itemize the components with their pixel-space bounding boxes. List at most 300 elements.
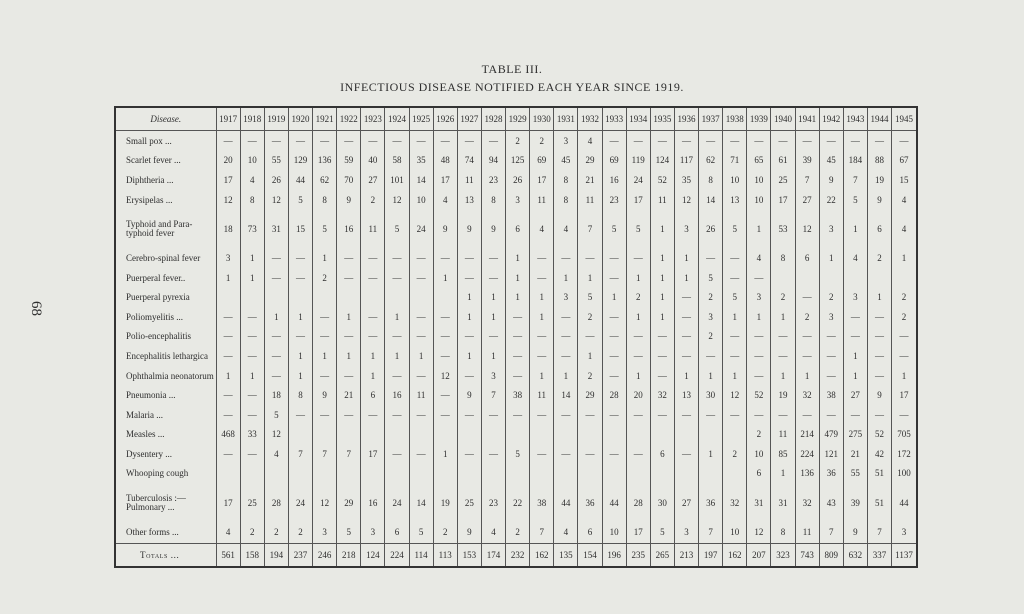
- count-cell: 1: [650, 269, 674, 289]
- count-cell: 3: [481, 366, 505, 386]
- count-cell: —: [867, 366, 891, 386]
- count-cell: —: [506, 366, 530, 386]
- count-cell: —: [337, 327, 361, 347]
- count-cell: 1: [288, 347, 312, 367]
- disease-name: Other forms ...: [126, 527, 179, 538]
- count-cell: 40: [361, 151, 385, 171]
- table-row: [116, 190, 916, 210]
- count-cell: 9: [457, 523, 481, 544]
- count-cell: 32: [723, 484, 747, 523]
- count-cell: 3: [819, 210, 843, 249]
- count-cell: —: [602, 249, 626, 269]
- count-cell: 7: [313, 445, 337, 465]
- count-cell: —: [819, 366, 843, 386]
- count-cell: 2: [892, 288, 917, 308]
- table-row: [116, 269, 916, 289]
- count-cell: 32: [795, 484, 819, 523]
- count-cell: —: [433, 405, 457, 425]
- year-header: 1939: [747, 108, 771, 131]
- count-cell: 6: [747, 464, 771, 484]
- count-cell: —: [771, 405, 795, 425]
- count-cell: —: [819, 405, 843, 425]
- count-cell: 39: [795, 151, 819, 171]
- count-cell: 23: [602, 190, 626, 210]
- count-cell: —: [457, 327, 481, 347]
- count-cell: 1: [457, 288, 481, 308]
- count-cell: 1: [433, 445, 457, 465]
- count-cell: 14: [554, 386, 578, 406]
- count-cell: 3: [892, 523, 917, 544]
- count-cell: —: [433, 327, 457, 347]
- total-cell: 162: [530, 544, 554, 567]
- count-cell: 11: [771, 425, 795, 445]
- count-cell: 7: [337, 445, 361, 465]
- count-cell: 27: [674, 484, 698, 523]
- count-cell: 26: [506, 171, 530, 191]
- count-cell: —: [892, 131, 917, 152]
- count-cell: 7: [843, 171, 867, 191]
- totals-row: [116, 544, 916, 567]
- count-cell: 1: [771, 366, 795, 386]
- count-cell: —: [650, 327, 674, 347]
- count-cell: 1: [578, 347, 602, 367]
- count-cell: —: [409, 269, 433, 289]
- count-cell: 30: [699, 386, 723, 406]
- count-cell: 43: [819, 484, 843, 523]
- count-cell: —: [313, 366, 337, 386]
- count-cell: —: [506, 327, 530, 347]
- count-cell: 6: [385, 523, 409, 544]
- count-cell: 5: [337, 523, 361, 544]
- count-cell: —: [264, 327, 288, 347]
- count-cell: —: [674, 445, 698, 465]
- count-cell: 1: [530, 366, 554, 386]
- count-cell: 1: [650, 308, 674, 328]
- count-cell: —: [457, 249, 481, 269]
- count-cell: 5: [409, 523, 433, 544]
- count-cell: 8: [288, 386, 312, 406]
- count-cell: —: [313, 308, 337, 328]
- count-cell: —: [723, 131, 747, 152]
- count-cell: 17: [361, 445, 385, 465]
- count-cell: 1: [626, 269, 650, 289]
- count-cell: 11: [530, 190, 554, 210]
- count-cell: —: [795, 288, 819, 308]
- count-cell: [699, 464, 723, 484]
- count-cell: 11: [795, 523, 819, 544]
- count-cell: 42: [867, 445, 891, 465]
- count-cell: 51: [867, 464, 891, 484]
- table-row: [116, 151, 916, 171]
- count-cell: 59: [337, 151, 361, 171]
- count-cell: 100: [892, 464, 917, 484]
- count-cell: —: [313, 327, 337, 347]
- count-cell: —: [867, 308, 891, 328]
- count-cell: 30: [650, 484, 674, 523]
- count-cell: [361, 425, 385, 445]
- count-cell: —: [385, 327, 409, 347]
- count-cell: 7: [481, 386, 505, 406]
- count-cell: 12: [674, 190, 698, 210]
- count-cell: 28: [264, 484, 288, 523]
- count-cell: —: [819, 131, 843, 152]
- count-cell: 9: [313, 386, 337, 406]
- count-cell: [771, 269, 795, 289]
- count-cell: —: [409, 308, 433, 328]
- count-cell: 7: [530, 523, 554, 544]
- count-cell: 12: [216, 190, 240, 210]
- count-cell: —: [361, 308, 385, 328]
- count-cell: 52: [650, 171, 674, 191]
- count-cell: 9: [867, 190, 891, 210]
- count-cell: —: [337, 366, 361, 386]
- count-cell: 27: [843, 386, 867, 406]
- count-cell: 6: [361, 386, 385, 406]
- table-row: [116, 131, 916, 152]
- count-cell: 1: [554, 366, 578, 386]
- disease-name: Erysipelas ...: [126, 194, 173, 205]
- count-cell: [723, 425, 747, 445]
- count-cell: 55: [264, 151, 288, 171]
- count-cell: —: [554, 308, 578, 328]
- count-cell: —: [626, 445, 650, 465]
- year-header: 1923: [361, 108, 385, 131]
- count-cell: —: [385, 445, 409, 465]
- count-cell: 2: [578, 366, 602, 386]
- count-cell: 36: [819, 464, 843, 484]
- count-cell: [626, 464, 650, 484]
- count-cell: 129: [288, 151, 312, 171]
- count-cell: 6: [867, 210, 891, 249]
- disease-name: Pneumonia ...: [126, 390, 176, 401]
- count-cell: 4: [554, 523, 578, 544]
- count-cell: 35: [409, 151, 433, 171]
- count-cell: 12: [264, 425, 288, 445]
- count-cell: 14: [409, 484, 433, 523]
- count-cell: 38: [819, 386, 843, 406]
- total-cell: 174: [481, 544, 505, 567]
- year-header: 1918: [240, 108, 264, 131]
- count-cell: 94: [481, 151, 505, 171]
- count-cell: 3: [699, 308, 723, 328]
- header-row: [116, 108, 916, 131]
- count-cell: —: [602, 308, 626, 328]
- count-cell: 45: [819, 151, 843, 171]
- count-cell: 9: [843, 523, 867, 544]
- count-cell: 3: [554, 288, 578, 308]
- count-cell: [650, 425, 674, 445]
- count-cell: 1: [674, 366, 698, 386]
- count-cell: 1: [457, 347, 481, 367]
- count-cell: 10: [723, 171, 747, 191]
- count-cell: 2: [506, 523, 530, 544]
- count-cell: —: [867, 131, 891, 152]
- count-cell: 5: [650, 523, 674, 544]
- count-cell: 121: [819, 445, 843, 465]
- count-cell: —: [506, 405, 530, 425]
- count-cell: 125: [506, 151, 530, 171]
- count-cell: 26: [699, 210, 723, 249]
- count-cell: [409, 464, 433, 484]
- count-cell: 3: [554, 131, 578, 152]
- count-cell: —: [409, 327, 433, 347]
- count-cell: —: [481, 131, 505, 152]
- count-cell: 19: [867, 171, 891, 191]
- count-cell: 27: [795, 190, 819, 210]
- total-cell: 561: [216, 544, 240, 567]
- count-cell: 12: [747, 523, 771, 544]
- count-cell: 7: [819, 523, 843, 544]
- count-cell: —: [723, 405, 747, 425]
- count-cell: 6: [795, 249, 819, 269]
- count-cell: [313, 288, 337, 308]
- year-header: 1921: [313, 108, 337, 131]
- count-cell: 1: [240, 366, 264, 386]
- count-cell: 1: [409, 347, 433, 367]
- count-cell: 16: [361, 484, 385, 523]
- disease-name: Typhoid and Para-typhoid fever: [126, 219, 193, 239]
- count-cell: 5: [602, 210, 626, 249]
- count-cell: [554, 464, 578, 484]
- count-cell: 8: [240, 190, 264, 210]
- count-cell: —: [216, 327, 240, 347]
- total-cell: 337: [867, 544, 891, 567]
- count-cell: —: [337, 405, 361, 425]
- year-header: 1925: [409, 108, 433, 131]
- count-cell: 8: [554, 171, 578, 191]
- count-cell: —: [409, 249, 433, 269]
- count-cell: —: [650, 131, 674, 152]
- count-cell: —: [506, 308, 530, 328]
- count-cell: —: [771, 327, 795, 347]
- count-cell: 21: [337, 386, 361, 406]
- count-cell: —: [699, 249, 723, 269]
- disease-table-frame: [114, 106, 918, 568]
- count-cell: [361, 464, 385, 484]
- count-cell: —: [867, 405, 891, 425]
- count-cell: —: [554, 347, 578, 367]
- total-cell: 632: [843, 544, 867, 567]
- count-cell: 1: [264, 308, 288, 328]
- count-cell: [313, 425, 337, 445]
- count-cell: 2: [530, 131, 554, 152]
- count-cell: 1: [506, 269, 530, 289]
- count-cell: 2: [699, 327, 723, 347]
- disease-name: Measles ...: [126, 429, 165, 440]
- count-cell: 172: [892, 445, 917, 465]
- count-cell: 5: [626, 210, 650, 249]
- count-cell: 62: [699, 151, 723, 171]
- count-cell: —: [771, 131, 795, 152]
- count-cell: —: [747, 327, 771, 347]
- count-cell: 4: [747, 249, 771, 269]
- count-cell: [554, 425, 578, 445]
- count-cell: —: [530, 445, 554, 465]
- count-cell: 6: [650, 445, 674, 465]
- count-cell: —: [867, 347, 891, 367]
- count-cell: 13: [457, 190, 481, 210]
- count-cell: —: [747, 405, 771, 425]
- count-cell: 1: [337, 347, 361, 367]
- count-cell: [650, 464, 674, 484]
- count-cell: —: [240, 405, 264, 425]
- count-cell: —: [481, 327, 505, 347]
- total-cell: 218: [337, 544, 361, 567]
- count-cell: [240, 464, 264, 484]
- year-header: 1926: [433, 108, 457, 131]
- count-cell: —: [361, 131, 385, 152]
- count-cell: —: [216, 131, 240, 152]
- count-cell: 4: [892, 190, 917, 210]
- count-cell: 4: [843, 249, 867, 269]
- count-cell: 3: [843, 288, 867, 308]
- year-header: 1932: [578, 108, 602, 131]
- count-cell: —: [385, 249, 409, 269]
- table-row: [116, 347, 916, 367]
- count-cell: [530, 464, 554, 484]
- disease-name: Dysentery ...: [126, 448, 172, 459]
- count-cell: 7: [867, 523, 891, 544]
- count-cell: —: [699, 405, 723, 425]
- total-cell: 237: [288, 544, 312, 567]
- count-cell: 1: [747, 308, 771, 328]
- count-cell: 25: [771, 171, 795, 191]
- count-cell: 1: [288, 308, 312, 328]
- count-cell: 1: [771, 308, 795, 328]
- count-cell: 28: [602, 386, 626, 406]
- count-cell: 1: [699, 366, 723, 386]
- total-cell: 154: [578, 544, 602, 567]
- count-cell: —: [602, 366, 626, 386]
- count-cell: 3: [674, 523, 698, 544]
- count-cell: 4: [216, 523, 240, 544]
- count-cell: 3: [819, 308, 843, 328]
- count-cell: —: [795, 347, 819, 367]
- count-cell: 27: [361, 171, 385, 191]
- count-cell: [433, 464, 457, 484]
- count-cell: [578, 464, 602, 484]
- count-cell: 1: [650, 249, 674, 269]
- count-cell: —: [409, 366, 433, 386]
- count-cell: —: [795, 327, 819, 347]
- total-cell: 1137: [892, 544, 917, 567]
- count-cell: 71: [723, 151, 747, 171]
- count-cell: 1: [313, 347, 337, 367]
- count-cell: [674, 425, 698, 445]
- disease-name: Diphtheria ...: [126, 174, 174, 185]
- count-cell: 101: [385, 171, 409, 191]
- disease-name: Encephalitis lethargica: [126, 351, 209, 362]
- count-cell: 17: [626, 190, 650, 210]
- count-cell: —: [843, 131, 867, 152]
- count-cell: 12: [795, 210, 819, 249]
- count-cell: [723, 464, 747, 484]
- count-cell: —: [650, 347, 674, 367]
- count-cell: 10: [723, 523, 747, 544]
- count-cell: 17: [433, 171, 457, 191]
- count-cell: 1: [481, 308, 505, 328]
- table-row: [116, 523, 916, 544]
- disease-name: Cerebro-spinal fever: [126, 253, 201, 264]
- count-cell: 468: [216, 425, 240, 445]
- count-cell: 1: [554, 269, 578, 289]
- count-cell: 10: [602, 523, 626, 544]
- count-cell: —: [457, 366, 481, 386]
- count-cell: —: [216, 405, 240, 425]
- count-cell: 2: [626, 288, 650, 308]
- table-row: [116, 249, 916, 269]
- count-cell: 88: [867, 151, 891, 171]
- count-cell: —: [385, 269, 409, 289]
- year-header: 1938: [723, 108, 747, 131]
- count-cell: —: [626, 327, 650, 347]
- count-cell: —: [723, 347, 747, 367]
- count-cell: 1: [506, 288, 530, 308]
- count-cell: 11: [361, 210, 385, 249]
- count-cell: 12: [313, 484, 337, 523]
- count-cell: 70: [337, 171, 361, 191]
- count-cell: 4: [240, 171, 264, 191]
- count-cell: 5: [313, 210, 337, 249]
- count-cell: 5: [578, 288, 602, 308]
- count-cell: [385, 464, 409, 484]
- count-cell: 67: [892, 151, 917, 171]
- count-cell: —: [264, 366, 288, 386]
- count-cell: 24: [626, 171, 650, 191]
- count-cell: 124: [650, 151, 674, 171]
- total-cell: 135: [554, 544, 578, 567]
- disease-name: Ophthalmia neonatorum: [126, 370, 214, 381]
- count-cell: 1: [578, 269, 602, 289]
- count-cell: [385, 425, 409, 445]
- count-cell: 1: [723, 308, 747, 328]
- count-cell: 2: [699, 288, 723, 308]
- count-cell: 2: [771, 288, 795, 308]
- total-cell: 265: [650, 544, 674, 567]
- count-cell: 1: [699, 445, 723, 465]
- count-cell: 14: [409, 171, 433, 191]
- count-cell: 1: [674, 269, 698, 289]
- count-cell: [385, 288, 409, 308]
- year-header: 1935: [650, 108, 674, 131]
- count-cell: [264, 464, 288, 484]
- year-header: 1941: [795, 108, 819, 131]
- count-cell: [313, 464, 337, 484]
- count-cell: —: [288, 405, 312, 425]
- count-cell: 4: [530, 210, 554, 249]
- total-cell: 809: [819, 544, 843, 567]
- count-cell: —: [481, 249, 505, 269]
- count-cell: —: [602, 445, 626, 465]
- count-cell: 224: [795, 445, 819, 465]
- count-cell: —: [264, 249, 288, 269]
- count-cell: —: [240, 131, 264, 152]
- table-row: [116, 445, 916, 465]
- count-cell: 1: [650, 288, 674, 308]
- count-cell: 136: [313, 151, 337, 171]
- count-cell: —: [602, 269, 626, 289]
- year-header: 1928: [481, 108, 505, 131]
- total-cell: 213: [674, 544, 698, 567]
- count-cell: 9: [337, 190, 361, 210]
- count-cell: 16: [385, 386, 409, 406]
- count-cell: 2: [795, 308, 819, 328]
- table-row: [116, 464, 916, 484]
- count-cell: —: [240, 347, 264, 367]
- count-cell: 20: [216, 151, 240, 171]
- count-cell: 12: [723, 386, 747, 406]
- total-cell: 197: [699, 544, 723, 567]
